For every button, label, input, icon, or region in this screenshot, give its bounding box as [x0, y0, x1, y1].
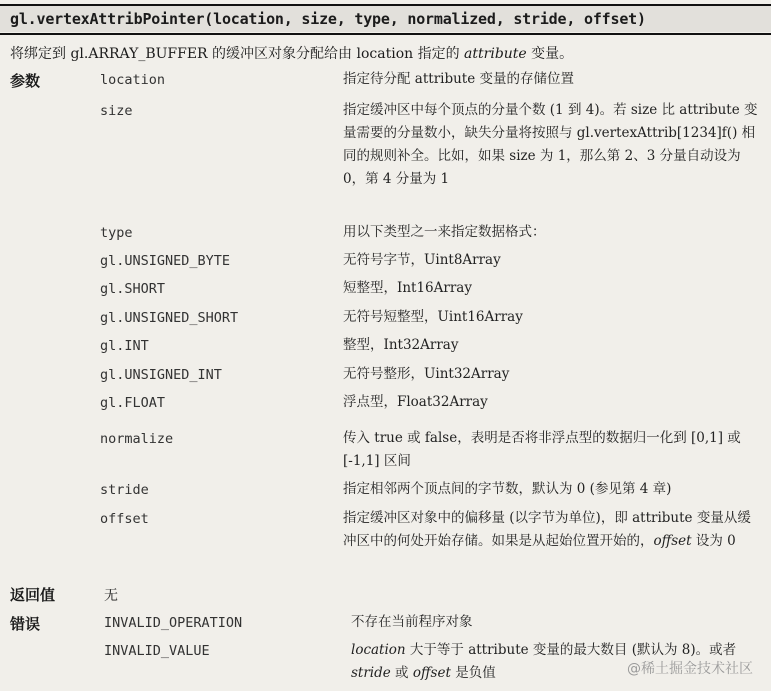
- intro-emphasis: attribute: [464, 46, 527, 62]
- param-desc-int: 整型，Int32Array: [343, 337, 459, 353]
- param-desc-short: 短整型，Int16Array: [343, 280, 472, 296]
- param-name-normalize: normalize: [100, 431, 174, 447]
- intro-text: [10, 43, 573, 63]
- error-desc-invalid-operation: 不存在当前程序对象: [351, 614, 473, 630]
- invalid-value-emphasis-location: location: [351, 642, 406, 658]
- param-desc-stride: 指定相邻两个顶点间的字节数，默认为 0 (参见第 4 章): [343, 481, 672, 497]
- offset-desc-text-b: 设为 0: [691, 533, 736, 549]
- intro-text-a: 将绑定到 gl.ARRAY_BUFFER 的缓冲区对象分配给由 location 指定的: [10, 46, 465, 62]
- invalid-value-text-a: 大于等于 attribute 变量的最大数目 (默认为 8)。或者: [405, 642, 737, 658]
- function-signature: gl.vertexAttribPointer(location, size, type, normalized, stride, offset): [10, 10, 646, 28]
- param-desc-normalize: 传入 true 或 false，表明是否将非浮点型的数据归一化到 [0,1] 或 [-1,1] 区间: [343, 430, 741, 469]
- invalid-value-text-c: 是负值: [450, 665, 496, 681]
- param-name-stride: stride: [100, 482, 149, 498]
- invalid-value-emphasis-offset: offset: [412, 665, 451, 681]
- param-name-int: gl.INT: [100, 338, 149, 354]
- error-name-invalid-value: INVALID_VALUE: [104, 643, 210, 659]
- param-desc-offset: [343, 507, 761, 553]
- param-desc-location: 指定待分配 attribute 变量的存储位置: [343, 71, 575, 87]
- offset-desc-emphasis: offset: [653, 533, 692, 549]
- returns-value: 无: [104, 588, 118, 604]
- section-params-label: 参数: [10, 72, 41, 90]
- invalid-value-emphasis-stride: stride: [351, 665, 391, 681]
- param-name-short: gl.SHORT: [100, 281, 166, 297]
- param-name-location: location: [100, 72, 166, 88]
- param-name-size: size: [100, 103, 133, 119]
- invalid-value-text-b: 或: [390, 665, 413, 681]
- section-errors-label: 错误: [10, 615, 41, 633]
- section-returns-label: 返回值: [10, 586, 56, 604]
- param-desc-unsigned-byte: 无符号字节，Uint8Array: [343, 252, 501, 268]
- param-name-unsigned-short: gl.UNSIGNED_SHORT: [100, 310, 239, 326]
- param-desc-type: 用以下类型之一来指定数据格式：: [343, 224, 546, 240]
- param-name-offset: offset: [100, 511, 149, 527]
- param-name-type: type: [100, 225, 133, 241]
- signature-rule: [0, 33, 771, 35]
- param-name-float: gl.FLOAT: [100, 395, 166, 411]
- intro-text-b: 变量。: [526, 46, 574, 62]
- param-name-unsigned-byte: gl.UNSIGNED_BYTE: [100, 253, 231, 269]
- param-desc-size: 指定缓冲区中每个顶点的分量个数 (1 到 4)。若 size 比 attribute 变量需要的分量数小，缺失分量将按照与 gl.vertexAttrib[1234]f() 相同的规则补全。比如，如果 size 为 1，那么第 2、3 分量自动设为 0，第 4 分量为 1: [343, 102, 758, 187]
- error-name-invalid-operation: INVALID_OPERATION: [104, 615, 243, 631]
- param-desc-float: 浮点型，Float32Array: [343, 394, 488, 410]
- param-name-unsigned-int: gl.UNSIGNED_INT: [100, 367, 222, 383]
- param-desc-unsigned-int: 无符号整形，Uint32Array: [343, 366, 510, 382]
- offset-desc-text-a: 指定缓冲区对象中的偏移量 (以字节为单位)，即 attribute 变量从缓冲区中的何处开始存储。如果是从起始位置开始的，: [343, 510, 751, 549]
- param-desc-unsigned-short: 无符号短整型，Uint16Array: [343, 309, 523, 325]
- watermark: @稀土掘金技术社区: [627, 661, 753, 677]
